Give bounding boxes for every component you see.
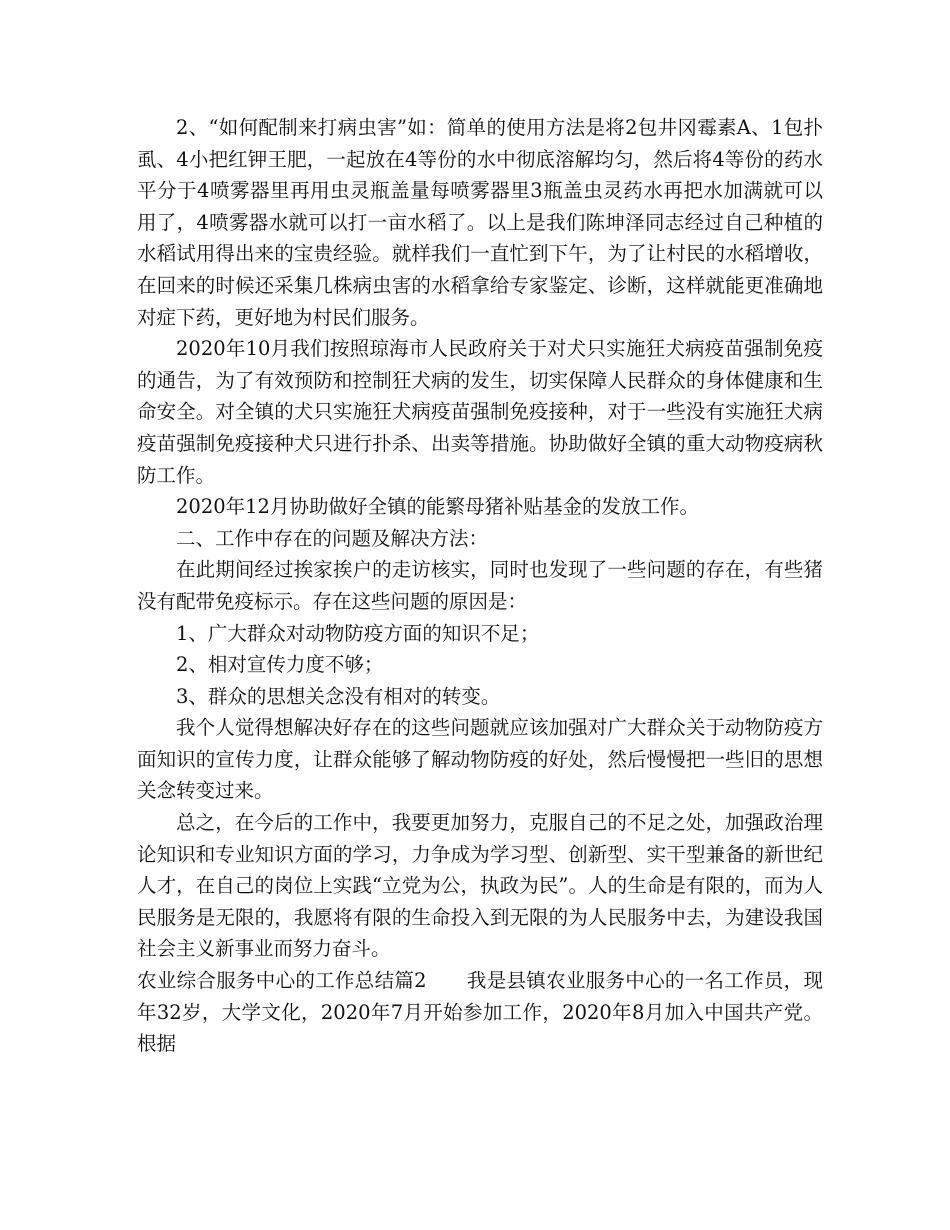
paragraph-rabies-vaccination: 2020年10月我们按照琼海市人民政府关于对犬只实施狂犬病疫苗强制免疫的通告，为了有效预防和控制狂犬病的发生，切实保障人民群众的身体健康和生命安全。对全镇的犬只实施狂犬病疫苗强制免疫接种，对于一些没有实施狂犬病疫苗强制免疫接种犬只进行扑杀、出卖等措施。协助做好全镇的重大动物疫病秋防工作。 — [137, 337, 823, 487]
paragraph-next-article — [137, 965, 823, 1060]
list-item-1: 1、广大群众对动物防疫方面的知识不足； — [176, 621, 540, 645]
paragraph-pest-control: 2、“如何配制来打病虫害”如：简单的使用方法是将2包井冈霉素A、1包扑虱、4小把红钾王肥，一起放在4等份的水中彻底溶解均匀，然后将4等份的药水平分于4喷雾器里再用虫灵瓶盖量每喷雾器里3瓶盖虫灵药水再把水加满就可以用了，4喷雾器水就可以打一亩水稻了。以上是我们陈坤泽同志经过自己种植的水稻试用得出来的宝贵经验。就样我们一直忙到下午，为了让村民的水稻增收，在回来的时候还采集几株病虫害的水稻拿给专家鉴定、诊断，这样就能更准确地对症下药，更好地为村民们服务。 — [137, 116, 823, 329]
article-opening-text: 我是县镇农业服务中心的一名工作员，现年32岁，大学文化，2020年7月开始参加工作，2020年8月加入中国共产党。根据 — [137, 969, 823, 1056]
paragraph-problems-found: 在此期间经过挨家挨户的走访核实，同时也发现了一些问题的存在，有些猪没有配带免疫标示。存在这些问题的原因是： — [137, 558, 823, 613]
paragraph-conclusion: 总之，在今后的工作中，我要更加努力，克服自己的不足之处，加强政治理论知识和专业知识方面的学习，力争成为学习型、创新型、实干型兼备的新世纪人才，在自己的岗位上实践“立党为公，执政为民”。人的生命是有限的，而为人民服务是无限的，我愿将有限的生命投入到无限的为人民服务中去，为建设我国社会主义新事业而努力奋斗。 — [137, 811, 823, 961]
paragraph-sow-subsidy: 2020年12月协助做好全镇的能繁母猪补贴基金的发放工作。 — [176, 495, 699, 519]
list-item-2: 2、相对宣传力度不够； — [176, 653, 384, 677]
document-body — [137, 112, 823, 1060]
paragraph-solution: 我个人觉得想解决好存在的这些问题就应该加强对广大群众关于动物防疫方面知识的宣传力度，让群众能够了解动物防疫的好处，然后慢慢把一些旧的思想关念转变过来。 — [137, 716, 823, 803]
article-title: 农业综合服务中心的工作总结篇2 — [137, 969, 427, 993]
section-heading-problems: 二、工作中存在的问题及解决方法： — [176, 526, 489, 550]
list-item-3: 3、群众的思想关念没有相对的转变。 — [176, 684, 501, 708]
